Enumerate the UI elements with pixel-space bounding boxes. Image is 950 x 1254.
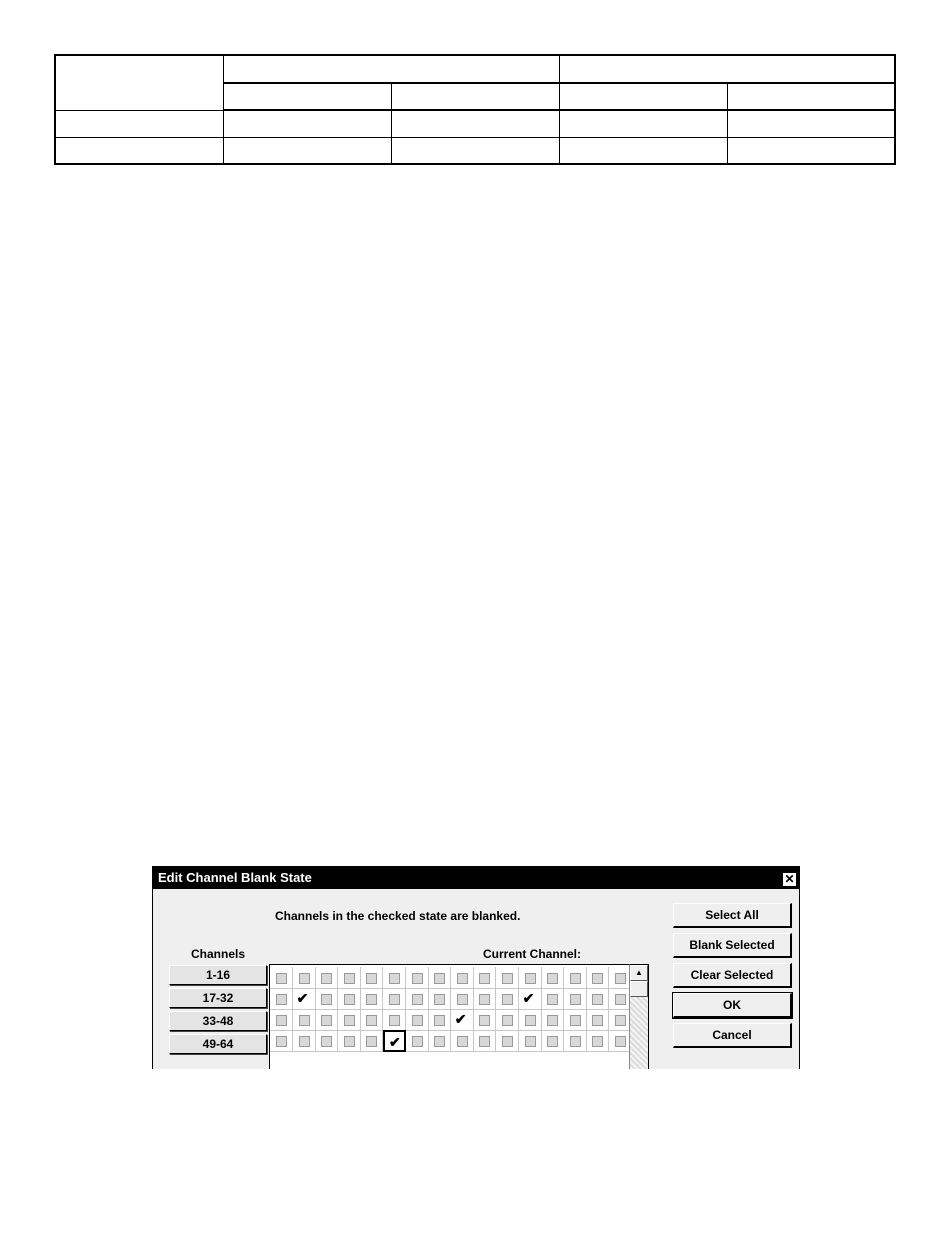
- checkbox-box: [434, 994, 445, 1005]
- table-cell: [391, 138, 559, 165]
- header-table: [54, 54, 896, 165]
- table-cell: [559, 110, 727, 138]
- channel-checkbox-51[interactable]: [315, 1030, 338, 1052]
- checkbox-box: [592, 994, 603, 1005]
- checkbox-box: [570, 973, 581, 984]
- checkbox-box: [299, 1036, 310, 1047]
- channel-checkbox-37[interactable]: [360, 1009, 383, 1031]
- bank-button-17-32[interactable]: 17-32: [169, 988, 267, 1008]
- check-icon: ✔: [522, 990, 535, 1006]
- checkbox-box: [344, 973, 355, 984]
- checkbox-box: [615, 1036, 626, 1047]
- table-subheader-cell: [391, 83, 559, 110]
- scroll-up-icon[interactable]: ▲: [630, 965, 648, 981]
- channel-checkbox-6[interactable]: [383, 967, 406, 989]
- checkbox-box: [366, 1036, 377, 1047]
- channels-label: Channels: [191, 947, 246, 961]
- checkbox-box: [434, 1015, 445, 1026]
- channel-checkbox-15[interactable]: [586, 967, 609, 989]
- channel-checkbox-24[interactable]: [428, 988, 451, 1010]
- checkbox-box: [570, 994, 581, 1005]
- channel-checkbox-54[interactable]: [383, 1030, 406, 1052]
- table-header-cell: [223, 55, 559, 83]
- checkbox-box: [615, 973, 626, 984]
- checkbox-box: [276, 973, 287, 984]
- clear-selected-button[interactable]: Clear Selected: [673, 963, 792, 988]
- channel-checkbox-11[interactable]: [496, 967, 519, 989]
- checkbox-box: [457, 1036, 468, 1047]
- channel-checkbox-62[interactable]: [564, 1030, 587, 1052]
- checkbox-box: [502, 1036, 513, 1047]
- check-icon: ✔: [296, 990, 309, 1006]
- channel-checkbox-39[interactable]: [406, 1009, 429, 1031]
- channel-checkbox-52[interactable]: [338, 1030, 361, 1052]
- channel-checkbox-41[interactable]: [451, 1009, 474, 1031]
- bank-button-1-16[interactable]: 1-16: [169, 965, 267, 985]
- checkbox-box: [547, 1036, 558, 1047]
- channel-checkbox-56[interactable]: [428, 1030, 451, 1052]
- channel-checkbox-63[interactable]: [586, 1030, 609, 1052]
- checkbox-box: [366, 973, 377, 984]
- checkbox-box: [276, 1036, 287, 1047]
- channel-checkbox-44[interactable]: [519, 1009, 542, 1031]
- checkbox-box: [479, 1036, 490, 1047]
- channel-checkbox-29[interactable]: [541, 988, 564, 1010]
- table-header-cell: [559, 55, 895, 83]
- table-cell: [391, 110, 559, 138]
- channel-checkbox-4[interactable]: [338, 967, 361, 989]
- channel-checkbox-31[interactable]: [586, 988, 609, 1010]
- table-cell: [223, 110, 391, 138]
- current-channel-label: Current Channel:: [483, 947, 582, 961]
- checkbox-box: [276, 994, 287, 1005]
- channel-checkbox-45[interactable]: [541, 1009, 564, 1031]
- checkbox-box: [434, 973, 445, 984]
- table-subheader-cell: [223, 83, 391, 110]
- select-all-button[interactable]: Select All: [673, 903, 792, 928]
- checkbox-box: [299, 1015, 310, 1026]
- bank-button-33-48[interactable]: 33-48: [169, 1011, 267, 1031]
- channel-checkbox-35[interactable]: [315, 1009, 338, 1031]
- checkbox-box: [592, 1015, 603, 1026]
- channel-checkbox-38[interactable]: [383, 1009, 406, 1031]
- channel-checkbox-26[interactable]: [473, 988, 496, 1010]
- check-icon: ✔: [389, 1034, 401, 1050]
- checkbox-box: [457, 994, 468, 1005]
- scroll-thumb[interactable]: [630, 981, 648, 997]
- checkbox-box: [502, 994, 513, 1005]
- channel-checkbox-8[interactable]: [428, 967, 451, 989]
- dialog-titlebar[interactable]: [153, 867, 799, 889]
- checkbox-box: [547, 1015, 558, 1026]
- checkbox-box: [389, 994, 400, 1005]
- channel-checkbox-1[interactable]: [270, 967, 293, 989]
- checkbox-box: [434, 1036, 445, 1047]
- channel-checkbox-10[interactable]: [473, 967, 496, 989]
- channel-checkbox-61[interactable]: [541, 1030, 564, 1052]
- channel-checkbox-50[interactable]: [293, 1030, 316, 1052]
- checkbox-box: [412, 1036, 423, 1047]
- checkbox-box: [389, 1015, 400, 1026]
- channel-checkbox-22[interactable]: [383, 988, 406, 1010]
- table-subheader-cell: [727, 83, 895, 110]
- table-cell: [727, 138, 895, 165]
- checkbox-box: [457, 973, 468, 984]
- close-icon[interactable]: ✕: [782, 872, 797, 887]
- cancel-button[interactable]: Cancel: [673, 1023, 792, 1048]
- channel-checkbox-9[interactable]: [451, 967, 474, 989]
- table-cell: [223, 138, 391, 165]
- checkbox-box: [547, 973, 558, 984]
- channel-checkbox-14[interactable]: [564, 967, 587, 989]
- channel-checkbox-59[interactable]: [496, 1030, 519, 1052]
- table-cell: [55, 138, 223, 165]
- checkbox-box: [479, 973, 490, 984]
- checkbox-box: [321, 994, 332, 1005]
- channel-checkbox-49[interactable]: [270, 1030, 293, 1052]
- checkbox-box: [570, 1036, 581, 1047]
- channel-checkbox-33[interactable]: [270, 1009, 293, 1031]
- table-subheader-cell: [559, 83, 727, 110]
- channel-checkbox-13[interactable]: [541, 967, 564, 989]
- checkbox-box: [276, 1015, 287, 1026]
- checkbox-box: [412, 973, 423, 984]
- channel-checkbox-25[interactable]: [451, 988, 474, 1010]
- checkbox-box: [502, 1015, 513, 1026]
- channel-checkbox-57[interactable]: [451, 1030, 474, 1052]
- checkbox-box: [592, 1036, 603, 1047]
- channel-checkbox-21[interactable]: [360, 988, 383, 1010]
- checkbox-box: [547, 994, 558, 1005]
- channel-checkbox-40[interactable]: [428, 1009, 451, 1031]
- channel-checkbox-5[interactable]: [360, 967, 383, 989]
- channel-checkbox-34[interactable]: [293, 1009, 316, 1031]
- checkbox-box: [502, 973, 513, 984]
- checkbox-box: [525, 1015, 536, 1026]
- grid-scrollbar[interactable]: [629, 964, 649, 1069]
- checkbox-box: [592, 973, 603, 984]
- channel-checkbox-27[interactable]: [496, 988, 519, 1010]
- channel-checkbox-55[interactable]: [406, 1030, 429, 1052]
- channel-checkbox-28[interactable]: [519, 988, 542, 1010]
- checkbox-box: [615, 994, 626, 1005]
- checkbox-box: [412, 1015, 423, 1026]
- table-cell: [727, 110, 895, 138]
- channel-checkbox-2[interactable]: [293, 967, 316, 989]
- channel-bank-list: [169, 965, 269, 1057]
- checkbox-box: [479, 1015, 490, 1026]
- checkbox-box: [321, 1015, 332, 1026]
- checkbox-box: [366, 1015, 377, 1026]
- checkbox-box: [412, 994, 423, 1005]
- table-cell: [55, 110, 223, 138]
- channel-checkbox-58[interactable]: [473, 1030, 496, 1052]
- channel-checkbox-36[interactable]: [338, 1009, 361, 1031]
- checkbox-box: [570, 1015, 581, 1026]
- checkbox-box: [366, 994, 377, 1005]
- checkbox-box: [525, 973, 536, 984]
- channel-checkbox-3[interactable]: [315, 967, 338, 989]
- channel-checkbox-7[interactable]: [406, 967, 429, 989]
- checkbox-box: [479, 994, 490, 1005]
- ok-button[interactable]: OK: [673, 993, 792, 1018]
- checkbox-box: [344, 1015, 355, 1026]
- checkbox-box: [344, 994, 355, 1005]
- channel-checkbox-43[interactable]: [496, 1009, 519, 1031]
- blank-selected-button[interactable]: Blank Selected: [673, 933, 792, 958]
- checkbox-box: [389, 973, 400, 984]
- edit-channel-blank-state-dialog: [152, 866, 800, 1069]
- checkbox-box: [615, 1015, 626, 1026]
- channel-checkbox-20[interactable]: [338, 988, 361, 1010]
- channel-checkbox-47[interactable]: [586, 1009, 609, 1031]
- channel-checkbox-30[interactable]: [564, 988, 587, 1010]
- channel-checkbox-17[interactable]: [270, 988, 293, 1010]
- table-cell: [559, 138, 727, 165]
- channel-checkbox-46[interactable]: [564, 1009, 587, 1031]
- table-header-cell: [55, 55, 223, 110]
- bank-button-49-64[interactable]: 49-64: [169, 1034, 267, 1054]
- checkbox-box: [321, 1036, 332, 1047]
- channel-checkbox-53[interactable]: [360, 1030, 383, 1052]
- checkbox-box: [321, 973, 332, 984]
- dialog-title: Edit Channel Blank State: [158, 870, 312, 885]
- checkbox-box: [344, 1036, 355, 1047]
- channel-checkbox-18[interactable]: [293, 988, 316, 1010]
- channel-checkbox-60[interactable]: [519, 1030, 542, 1052]
- checkbox-box: [525, 1036, 536, 1047]
- channel-checkbox-23[interactable]: [406, 988, 429, 1010]
- checkbox-box: [299, 973, 310, 984]
- check-icon: ✔: [454, 1011, 467, 1027]
- channel-grid: [269, 964, 633, 1069]
- info-text: Channels in the checked state are blanked.: [275, 909, 521, 923]
- channel-checkbox-19[interactable]: [315, 988, 338, 1010]
- channel-checkbox-42[interactable]: [473, 1009, 496, 1031]
- channel-checkbox-12[interactable]: [519, 967, 542, 989]
